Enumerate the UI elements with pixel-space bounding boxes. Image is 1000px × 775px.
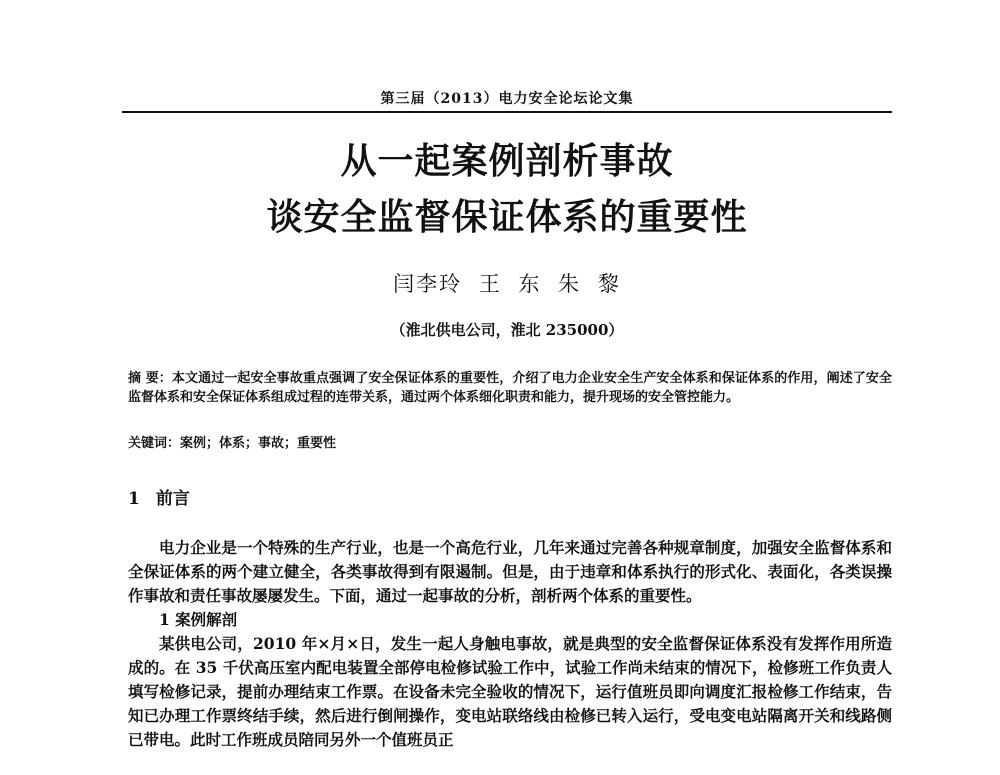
running-head: 第三届（2013）电力安全论坛论文集: [380, 91, 634, 107]
affiliation: （淮北供电公司，淮北 235000）: [390, 321, 624, 339]
abstract: [128, 369, 892, 407]
abstract-text: 本文通过一起安全事故重点强调了安全保证体系的重要性，介绍了电力企业安全生产安全体系和保证体系的作用，阐述了安全监督体系和安全保证体系组成过程的连带关系，通过两个体系细化职责和能力，提升现场的安全管控能力。: [128, 371, 892, 405]
paragraph-1: 电力企业是一个特殊的生产行业，也是一个高危行业，几年来通过完善各种规章制度，加强安全监督体系和全保证体系的两个建立健全，各类事故得到有限遏制。但是，由于违章和体系执行的形式化、表面化，各类误操作事故和责任事故屡屡发生。下面，通过一起事故的分析，剖析两个体系的重要性。: [128, 538, 892, 605]
paper-title-line-1: 从一起案例剖析事故: [340, 141, 674, 182]
authors: 闫李玲 王 东 朱 黎: [393, 272, 621, 296]
keywords: [128, 434, 892, 453]
subheading: 1 案例解剖: [159, 610, 238, 629]
section-heading: [128, 484, 190, 509]
abstract-label: 摘 要：: [128, 371, 172, 386]
section-title: 前言: [155, 489, 190, 509]
body-text: [128, 536, 892, 752]
keywords-text: 案例；体系；事故；重要性: [180, 436, 337, 451]
paper-title-line-2: 谈安全监督保证体系的重要性: [266, 197, 748, 238]
section-number: 1: [128, 489, 140, 509]
header-rule: [122, 111, 892, 113]
paragraph-2: 某供电公司，2010 年×月×日，发生一起人身触电事故，就是典型的安全监督保证体系没有发挥作用所造成的。在 35 千伏高压室内配电装置全部停电检修试验工作中，试验工作尚未结束的情况下，检修班工作负责人填写检修记录，提前办理结束工作票。在设备未完全验收的情况下，运行值班员即向调度汇报检修工作结束，告知已办理工作票终结手续，然后进行倒闸操作，变电站联络线由检修已转入运行，受电变电站隔离开关和线路侧已带电。此时工作班成员陪同另外一个值班员正: [128, 634, 892, 749]
keywords-label: 关键词：: [128, 436, 181, 451]
